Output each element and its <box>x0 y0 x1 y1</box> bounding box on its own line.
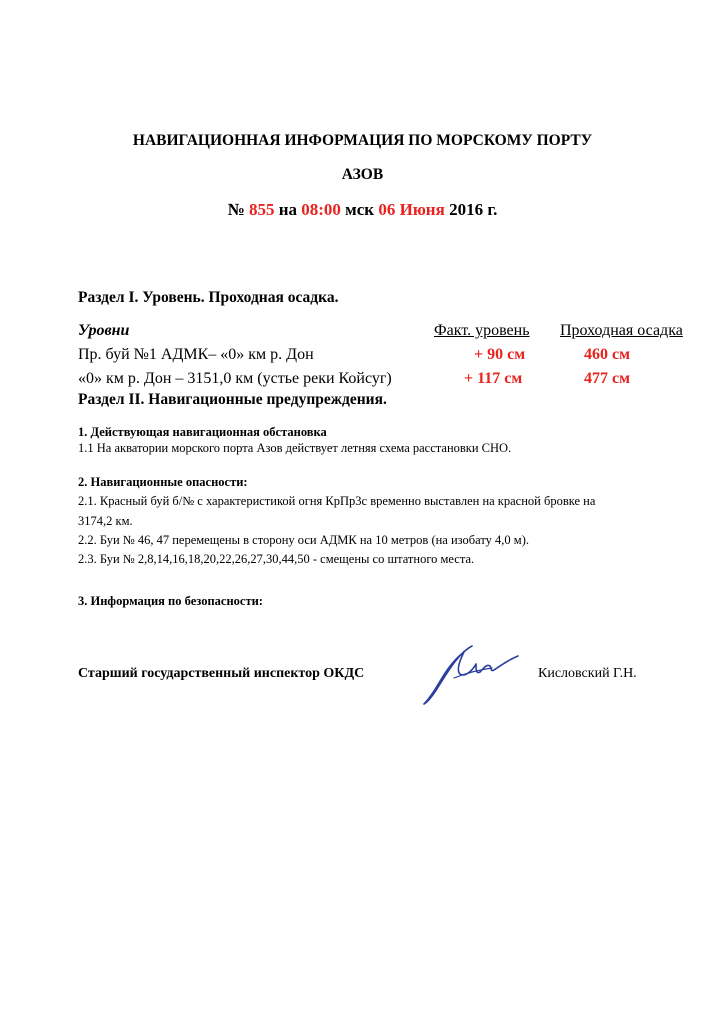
bulletin-number-line <box>0 200 725 220</box>
subsection3-heading: 3. Информация по безопасности: <box>78 594 263 608</box>
subsection2-heading: 2. Навигационные опасности: <box>78 475 248 489</box>
timezone: мск <box>345 200 375 219</box>
at-word: на <box>278 200 297 219</box>
list-item: 2.1. Красный буй б/№ с характеристикой огня КрПр3с временно выставлен на красной бровке на <box>78 494 596 508</box>
col-draft-header: Проходная осадка <box>560 322 683 339</box>
section2-heading: Раздел II. Навигационные предупреждения. <box>78 391 387 408</box>
bulletin-time: 08:00 <box>301 200 341 219</box>
list-item: 1.1 На акватории морского порта Азов действует летняя схема расстановки СНО. <box>78 441 512 455</box>
list-item: 2.2. Буи № 46, 47 перемещены в сторону оси АДМК на 10 метров (на изобату 4,0 м). <box>78 533 529 547</box>
port-name: АЗОВ <box>341 166 384 183</box>
document-title: НАВИГАЦИОННАЯ ИНФОРМАЦИЯ ПО МОРСКОМУ ПОРТУ <box>132 132 593 149</box>
bulletin-date: 06 Июня <box>378 200 445 219</box>
section1-heading: Раздел I. Уровень. Проходная осадка. <box>78 289 339 306</box>
signatory-title: Старший государственный инспектор ОКДС <box>78 666 365 681</box>
level-row-draft: 477 см <box>584 370 630 387</box>
level-row-name: «0» км р. Дон – 3151,0 км (устье реки Койсуг) <box>78 370 392 387</box>
bulletin-year: 2016 г. <box>449 200 498 219</box>
bulletin-number: 855 <box>248 200 275 219</box>
number-sign: № <box>227 200 245 219</box>
handwritten-signature <box>420 638 524 710</box>
list-item: 2.3. Буи № 2,8,14,16,18,20,22,26,27,30,44,50 - смещены со штатного места. <box>78 552 475 566</box>
level-row-fact: + 117 см <box>464 370 523 387</box>
subsection1-heading: 1. Действующая навигационная обстановка <box>78 425 327 439</box>
level-row-name: Пр. буй №1 АДМК– «0» км р. Дон <box>78 346 314 363</box>
list-item: 3174,2 км. <box>78 514 133 528</box>
signatory-name: Кисловский Г.Н. <box>538 666 637 681</box>
col-levels-header: Уровни <box>78 322 130 339</box>
col-fact-header: Факт. уровень <box>434 322 530 339</box>
level-row-draft: 460 см <box>584 346 630 363</box>
level-row-fact: + 90 см <box>474 346 526 363</box>
